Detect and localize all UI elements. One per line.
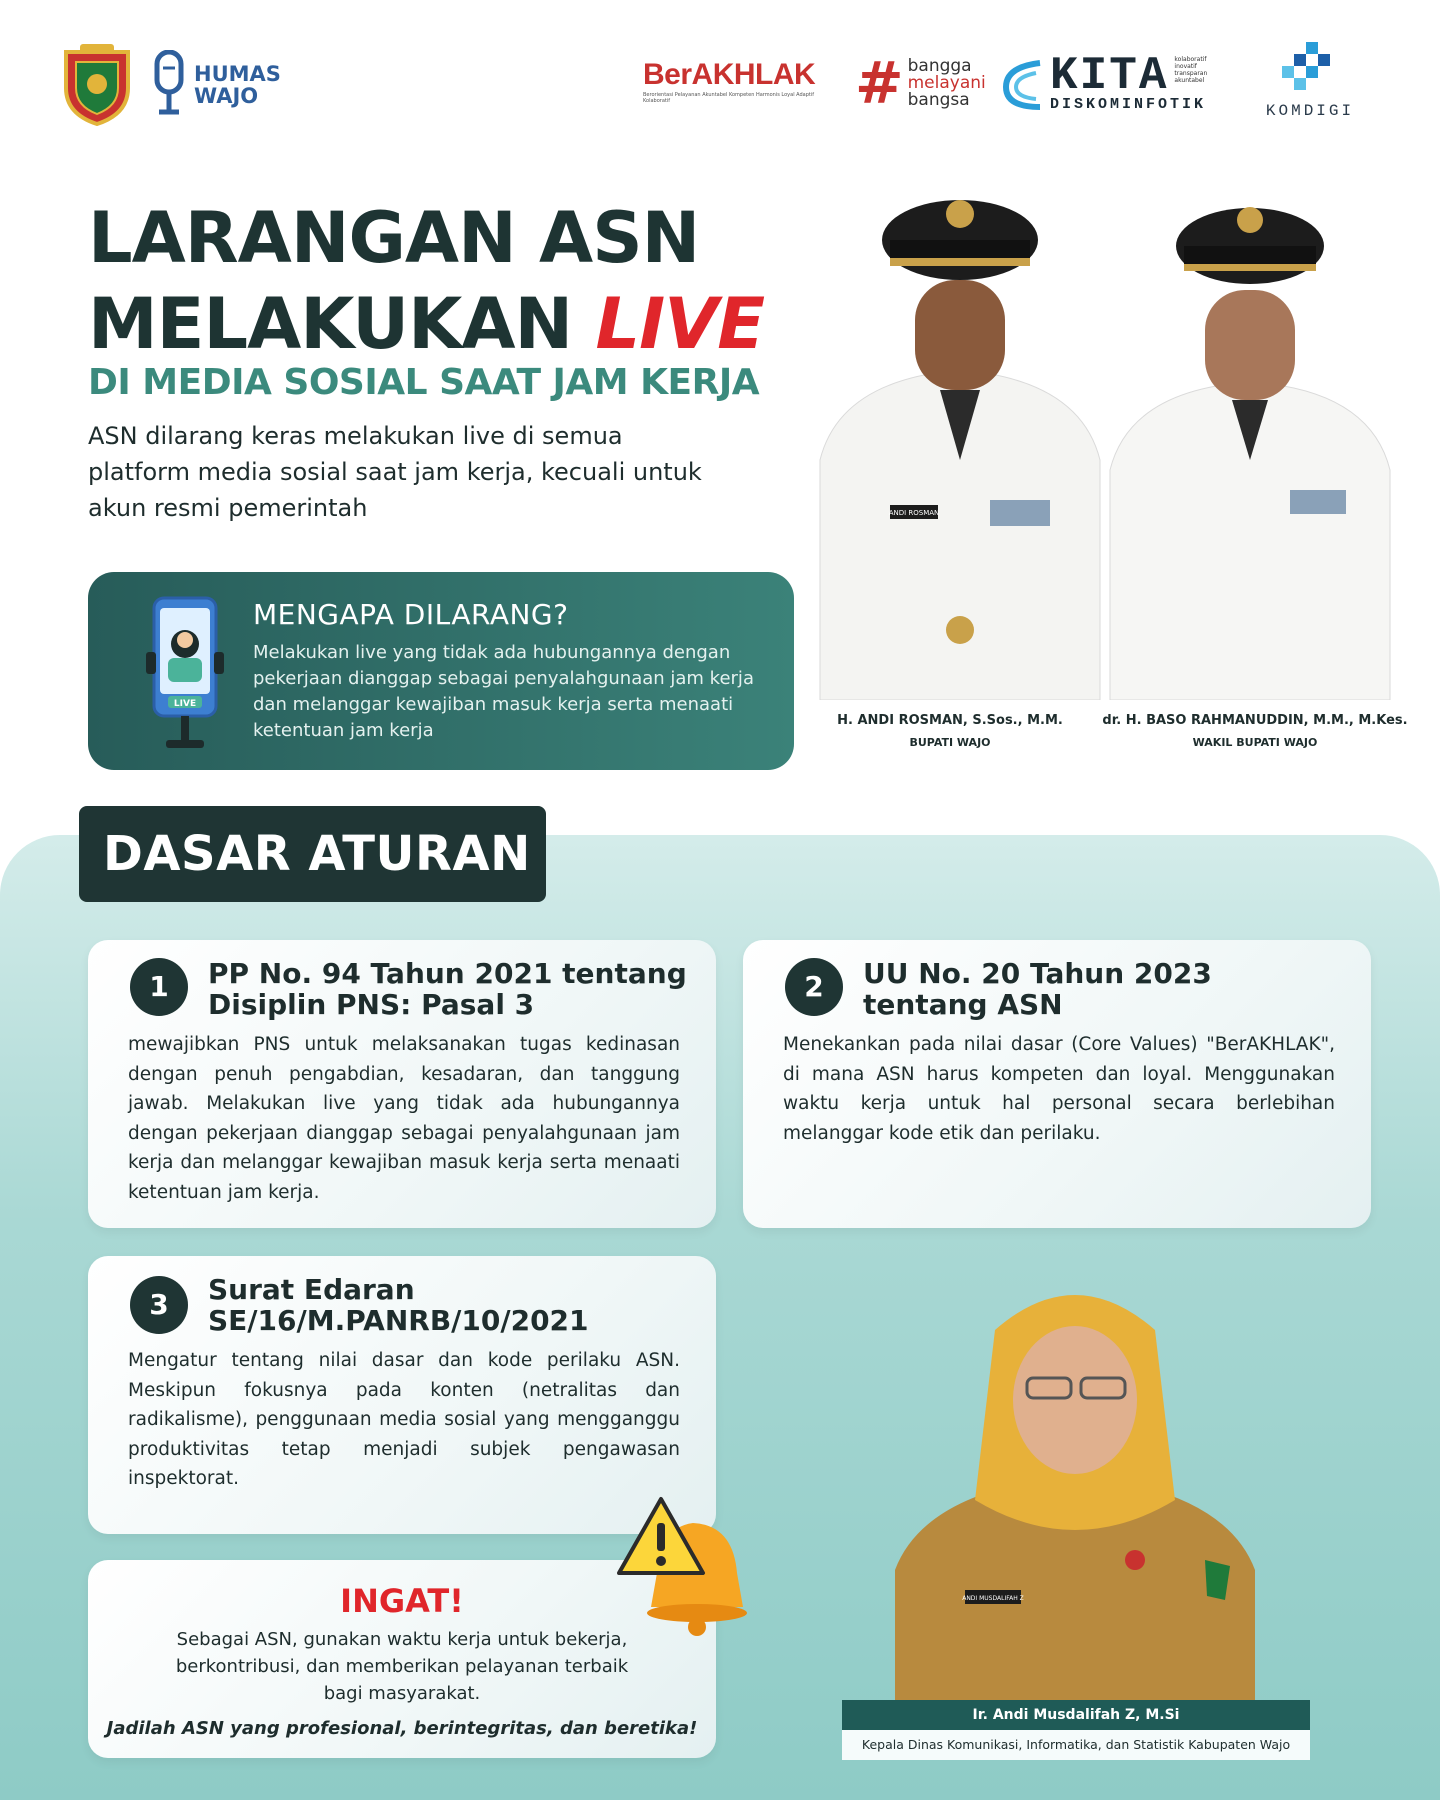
officials-photo-group [810, 160, 1410, 749]
head-of-office-portrait-icon [885, 1270, 1265, 1700]
rule-body: Menekankan pada nilai dasar (Core Values) "BerAKHLAK", di mana ASN harus kompeten dan loyal. Menggunakan waktu kerja untuk hal personal secara berlebihan melanggar kode etik dan perilaku. [783, 1034, 1335, 1144]
page-title [88, 195, 764, 367]
rule-title [208, 958, 687, 1020]
title-live-accent: LIVE [595, 283, 765, 365]
reminder-title: INGAT! [340, 1582, 464, 1620]
bangga-line2: melayani [907, 72, 986, 93]
regent-nametag: ANDI ROSMAN [888, 509, 940, 517]
bangga-line1: bangga [907, 55, 972, 76]
kita-tag: akuntabel [1174, 77, 1205, 84]
kita-word: KITA [1050, 50, 1169, 102]
bangga-melayani-logo [855, 49, 986, 117]
komdigi-word: KOMDIGI [1265, 102, 1355, 120]
lead-paragraph: ASN dilarang keras melakukan live di semua platform media sosial saat jam kerja, kecuali untuk akun resmi pemerintah [88, 422, 702, 522]
regent-role: BUPATI WAJO [909, 736, 991, 749]
why-title: MENGAPA DILARANG? [253, 598, 569, 631]
hashtag-icon: # [855, 49, 904, 117]
kita-sub: DISKOMINFOTIK [1050, 96, 1207, 113]
title-line2-prefix: MELAKUKAN [88, 283, 596, 365]
humas-line1: HUMAS [194, 62, 281, 86]
regent-portrait-icon [810, 160, 1110, 700]
humas-wajo-logo [152, 50, 281, 120]
komdigi-logo [1250, 40, 1370, 120]
phone-live-label: LIVE [173, 699, 197, 709]
rule-body: Mengatur tentang nilai dasar dan kode perilaku ASN. Meskipun fokusnya pada konten (netralitas dan radikalisme), penggunaan media sosial yang mengganggu produktivitas tetap menjadi subjek pengawasan inspektorat. [128, 1350, 680, 1489]
humas-line2: WAJO [194, 84, 259, 108]
title-line1: LARANGAN ASN [88, 197, 700, 279]
rule-title-line1: UU No. 20 Tahun 2023 [863, 957, 1212, 990]
kita-diskominfotik-logo [1000, 50, 1208, 113]
microphone-icon [152, 50, 186, 120]
rule-title-line2: Disiplin PNS: Pasal 3 [208, 988, 535, 1021]
vice-regent-portrait-icon [1100, 160, 1400, 700]
rule-title-line1: Surat Edaran [208, 1273, 415, 1306]
title-line2 [88, 281, 764, 367]
official-photo [810, 160, 1110, 700]
section-title: DASAR ATURAN [79, 806, 546, 902]
rule-title-line2: SE/16/M.PANRB/10/2021 [208, 1304, 589, 1337]
rule-title [208, 1274, 589, 1336]
komdigi-mark-icon [1280, 40, 1340, 98]
kita-tag: inovatif [1174, 63, 1197, 70]
head-of-office-nameplate [842, 1700, 1310, 1764]
page-subtitle: DI MEDIA SOSIAL SAAT JAM KERJA [88, 362, 760, 403]
rule-number-badge: 1 [130, 958, 188, 1016]
rule-card [88, 940, 716, 1228]
rule-number-badge: 2 [785, 958, 843, 1016]
berakhlak-logo [643, 58, 843, 104]
bangga-line3: bangsa [907, 89, 970, 110]
why-banned-box [88, 572, 794, 770]
vice-regent-role: WAKIL BUPATI WAJO [1192, 736, 1318, 749]
kita-tag: kolaboratif [1174, 56, 1207, 63]
regent-name: H. ANDI ROSMAN, S.Sos., M.M. [837, 713, 1063, 728]
official-photo [1100, 160, 1400, 700]
rule-title-line2: tentang ASN [863, 988, 1063, 1021]
rule-card [88, 1256, 716, 1534]
rule-card [743, 940, 1371, 1228]
reminder-closing: Jadilah ASN yang profesional, berintegritas, dan beretika! [106, 1718, 698, 1739]
rule-title-line1: PP No. 94 Tahun 2021 tentang [208, 957, 687, 990]
rule-body: mewajibkan PNS untuk melaksanakan tugas kedinasan dengan penuh pengabdian, kesadaran, dan tanggung jawab. Melakukan live yang tidak ada hubungannya dengan pekerjaan dianggap sebagai penyalahgunaan jam kerja dan melanggar kewajiban masuk kerja serta menaati ketentuan jam kerja. [128, 1034, 680, 1203]
berakhlak-word: BerAKHLAK [643, 58, 816, 91]
reminder-body: Sebagai ASN, gunakan waktu kerja untuk bekerja, berkontribusi, dan memberikan pelayanan terbaik bagi masyarakat. [175, 1629, 629, 1704]
rule-number-badge: 3 [130, 1276, 188, 1334]
head-of-office-role: Kepala Dinas Komunikasi, Informatika, dan Statistik Kabupaten Wajo [842, 1730, 1310, 1760]
live-phone-icon [140, 594, 230, 754]
why-text: Melakukan live yang tidak ada hubungannya dengan pekerjaan dianggap sebagai penyalahgunaan jam kerja dan melanggar kewajiban masuk kerja serta menaati ketentuan jam kerja [253, 642, 754, 741]
logo-row [0, 38, 1440, 128]
head-of-office-name: Ir. Andi Musdalifah Z, M.Si [842, 1700, 1310, 1730]
kita-swirl-icon [1000, 57, 1046, 113]
wajo-crest-icon [58, 42, 136, 126]
berakhlak-tagline: Berorientasi Pelayanan Akuntabel Kompeten Harmonis Loyal Adaptif Kolaboratif [643, 92, 815, 104]
head-of-office-nametag: ANDI MUSDALIFAH Z [962, 1595, 1024, 1602]
rule-title [863, 958, 1212, 1020]
vice-regent-name: dr. H. BASO RAHMANUDDIN, M.M., M.Kes. [1102, 713, 1408, 728]
kita-tag: transparan [1174, 70, 1208, 77]
warning-bell-icon [615, 1495, 765, 1645]
